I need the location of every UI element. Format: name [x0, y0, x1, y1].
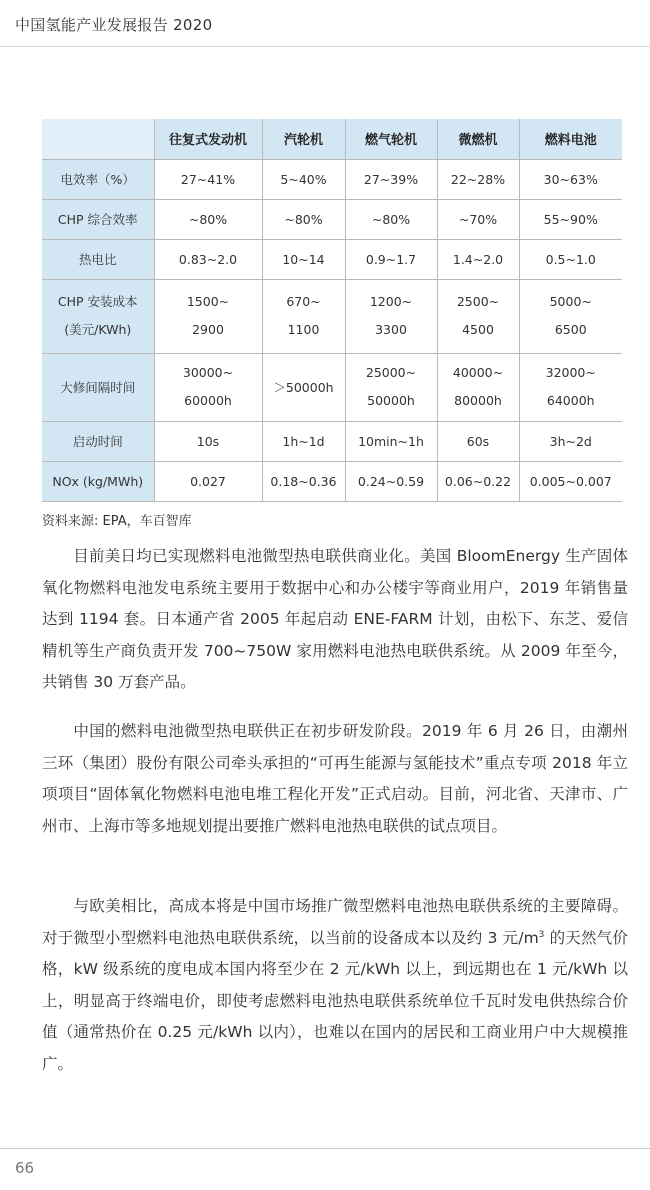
- column-header: 燃料电池: [519, 119, 622, 159]
- table-row: [42, 461, 622, 501]
- table-cell: [519, 279, 622, 353]
- table-cell-line: 1500~: [186, 294, 230, 309]
- row-header: [42, 353, 154, 421]
- table-cell-line: 2500~: [456, 294, 500, 309]
- comparison-table: [42, 119, 622, 502]
- column-header: 往复式发动机: [154, 119, 262, 159]
- row-header-line: CHP 安装成本: [57, 294, 138, 309]
- table-cell-line: 0.5~1.0: [545, 251, 596, 267]
- table-cell: [262, 421, 345, 461]
- row-header-line: (美元/KWh): [64, 322, 132, 337]
- table-cell: [437, 159, 519, 199]
- table-cell: [154, 239, 262, 279]
- table-cell: [519, 461, 622, 501]
- table-row: [42, 421, 622, 461]
- table-cell-line: 0.9~1.7: [365, 251, 417, 267]
- paragraph-1-text: 目前美日均已实现燃料电池微型热电联供商业化。美国 BloomEnergy 生产固体氧化物燃料电池发电系统主要用于数据中心和办公楼宇等商业用户，2019 年销售量达到 1194 套。日本通产省 2005 年起启动 ENE-FARM 计划，由松下、东芝、爱信精机等生产商负责开发 700~750W 家用燃料电池热电联供系统。从 2009 年至今，共销售 30 万套产品。: [42, 547, 628, 691]
- table-cell: [345, 353, 437, 421]
- table-cell-line: 10s: [196, 433, 220, 449]
- table-header-row: [42, 119, 622, 159]
- row-header: [42, 461, 154, 501]
- row-header: [42, 199, 154, 239]
- paragraph-3: [42, 891, 628, 1080]
- row-header: [42, 159, 154, 199]
- row-header-line: 热电比: [78, 252, 117, 267]
- paragraph-2-text: 中国的燃料电池微型热电联供正在初步研发阶段。2019 年 6 月 26 日，由潮州三环（集团）股份有限公司牵头承担的“可再生能源与氢能技术”重点专项 2018 年立项项目“固体氧化物燃料电池电堆工程化开发”正式启动。目前，河北省、天津市、广州市、上海市等多地规划提出要推广燃料电池热电联供的试点项目。: [42, 722, 628, 835]
- table-cell: [262, 461, 345, 501]
- table-cell: [519, 199, 622, 239]
- row-header: [42, 421, 154, 461]
- table-cell-line: 32000~: [545, 365, 596, 380]
- table-cell: [437, 353, 519, 421]
- table-cell-line: 10~14: [282, 251, 325, 267]
- table-cell: [154, 199, 262, 239]
- table-cell-line: 10min~1h: [358, 433, 424, 449]
- table-cell-line: 670~: [286, 294, 321, 309]
- table-cell-line: 3h~2d: [549, 433, 592, 449]
- table-row: [42, 279, 622, 353]
- column-header: 燃气轮机: [345, 119, 437, 159]
- row-header-line: 启动时间: [72, 434, 123, 449]
- page-header-title: 中国氢能产业发展报告 2020: [15, 16, 213, 34]
- table-row: [42, 353, 622, 421]
- table-row: [42, 199, 622, 239]
- header-divider: [0, 46, 650, 47]
- table-cell-line: 4500: [462, 322, 494, 337]
- table-cell: [519, 239, 622, 279]
- table-cell-line: 30000~: [182, 365, 234, 380]
- table-cell: [262, 353, 345, 421]
- table-cell-line: 60s: [466, 433, 490, 449]
- table-cell: [262, 279, 345, 353]
- paragraph-3-text-b: 的天然气价格，kW 级系统的度电成本国内将至少在 2 元/kWh 以上，到远期也在 1 元/kWh 以上，明显高于终端电价，即使考虑燃料电池热电联供系统单位千瓦时发电供热综合价值（通常热价在 0.25 元/kWh 以内），也难以在国内的居民和工商业用户中大规模推广。: [42, 928, 628, 1073]
- table-cell: [437, 421, 519, 461]
- table-cell-line: ＞50000h: [273, 380, 334, 395]
- table-cell: [154, 279, 262, 353]
- table-cell: [345, 461, 437, 501]
- table-cell-line: 1200~: [369, 294, 413, 309]
- row-header: [42, 279, 154, 353]
- table-cell: [437, 279, 519, 353]
- row-header-line: CHP 综合效率: [57, 212, 138, 227]
- page-number: 66: [15, 1159, 35, 1177]
- table-cell: [262, 239, 345, 279]
- table-cell: [345, 159, 437, 199]
- footer-divider: [0, 1148, 650, 1149]
- table-cell: [262, 159, 345, 199]
- table-cell-line: 25000~: [365, 365, 417, 380]
- table-cell-line: 2900: [192, 322, 224, 337]
- row-header-line: NOx (kg/MWh): [52, 473, 144, 489]
- table-cell-line: 27~39%: [363, 171, 419, 187]
- table-cell: [345, 239, 437, 279]
- table-cell-line: ~80%: [284, 211, 323, 227]
- table-cell: [154, 353, 262, 421]
- table-cell: [519, 353, 622, 421]
- table-source-note: 资料来源: EPA，车百智库: [42, 514, 192, 529]
- table-cell-line: 50000h: [367, 393, 415, 408]
- table-cell-line: 1.4~2.0: [452, 251, 504, 267]
- table-cell-line: 0.06~0.22: [444, 473, 512, 489]
- table-cell-line: ~70%: [458, 211, 498, 227]
- table-cell-line: 0.83~2.0: [178, 251, 238, 267]
- table-cell-line: 6500: [554, 322, 587, 337]
- table-cell: [437, 199, 519, 239]
- table-cell-line: ~80%: [188, 211, 228, 227]
- table-cell-line: 27~41%: [180, 171, 236, 187]
- table-cell: [262, 199, 345, 239]
- table-cell: [154, 159, 262, 199]
- table-cell-line: ~80%: [371, 211, 411, 227]
- table-cell-line: 0.005~0.007: [529, 473, 612, 489]
- table-cell: [437, 461, 519, 501]
- table-cell-line: 3300: [375, 322, 407, 337]
- table-cell-line: 40000~: [452, 365, 504, 380]
- table-cell-line: 55~90%: [543, 211, 598, 227]
- table-cell-line: 0.24~0.59: [357, 473, 425, 489]
- table-cell-line: 30~63%: [543, 171, 598, 187]
- table-cell-line: 0.027: [190, 473, 226, 489]
- row-header-line: 大修间隔时间: [60, 380, 136, 395]
- paragraph-1: [42, 541, 628, 699]
- table-header-corner: [42, 119, 154, 159]
- row-header: [42, 239, 154, 279]
- table-cell: [154, 461, 262, 501]
- table-row: [42, 239, 622, 279]
- table-cell-line: 22~28%: [450, 171, 506, 187]
- paragraph-3-text-a: 与欧美相比，高成本将是中国市场推广微型燃料电池热电联供系统的主要障碍。对于微型小型燃料电池热电联供系统，以当前的设备成本以及约 3 元/m: [42, 897, 628, 947]
- table-cell: [437, 239, 519, 279]
- table-cell: [519, 159, 622, 199]
- table-cell-line: 0.18~0.36: [270, 473, 337, 489]
- column-header: 微燃机: [437, 119, 519, 159]
- table-cell-line: 1100: [287, 322, 320, 337]
- column-header: 汽轮机: [262, 119, 345, 159]
- table-cell-line: 5000~: [549, 294, 592, 309]
- table-cell: [345, 279, 437, 353]
- table-cell: [345, 421, 437, 461]
- table-cell: [519, 421, 622, 461]
- table-row: [42, 159, 622, 199]
- row-header-line: 电效率（%）: [60, 172, 135, 187]
- table-cell: [154, 421, 262, 461]
- table-cell-line: 80000h: [454, 393, 502, 408]
- table-cell-line: 64000h: [546, 393, 595, 408]
- table-cell: [345, 199, 437, 239]
- table-cell-line: 60000h: [184, 393, 232, 408]
- superscript-3: 3: [538, 929, 545, 940]
- table-cell-line: 1h~1d: [282, 433, 325, 449]
- table-body: [42, 159, 622, 501]
- table-cell-line: 5~40%: [280, 171, 327, 187]
- paragraph-2: [42, 716, 628, 842]
